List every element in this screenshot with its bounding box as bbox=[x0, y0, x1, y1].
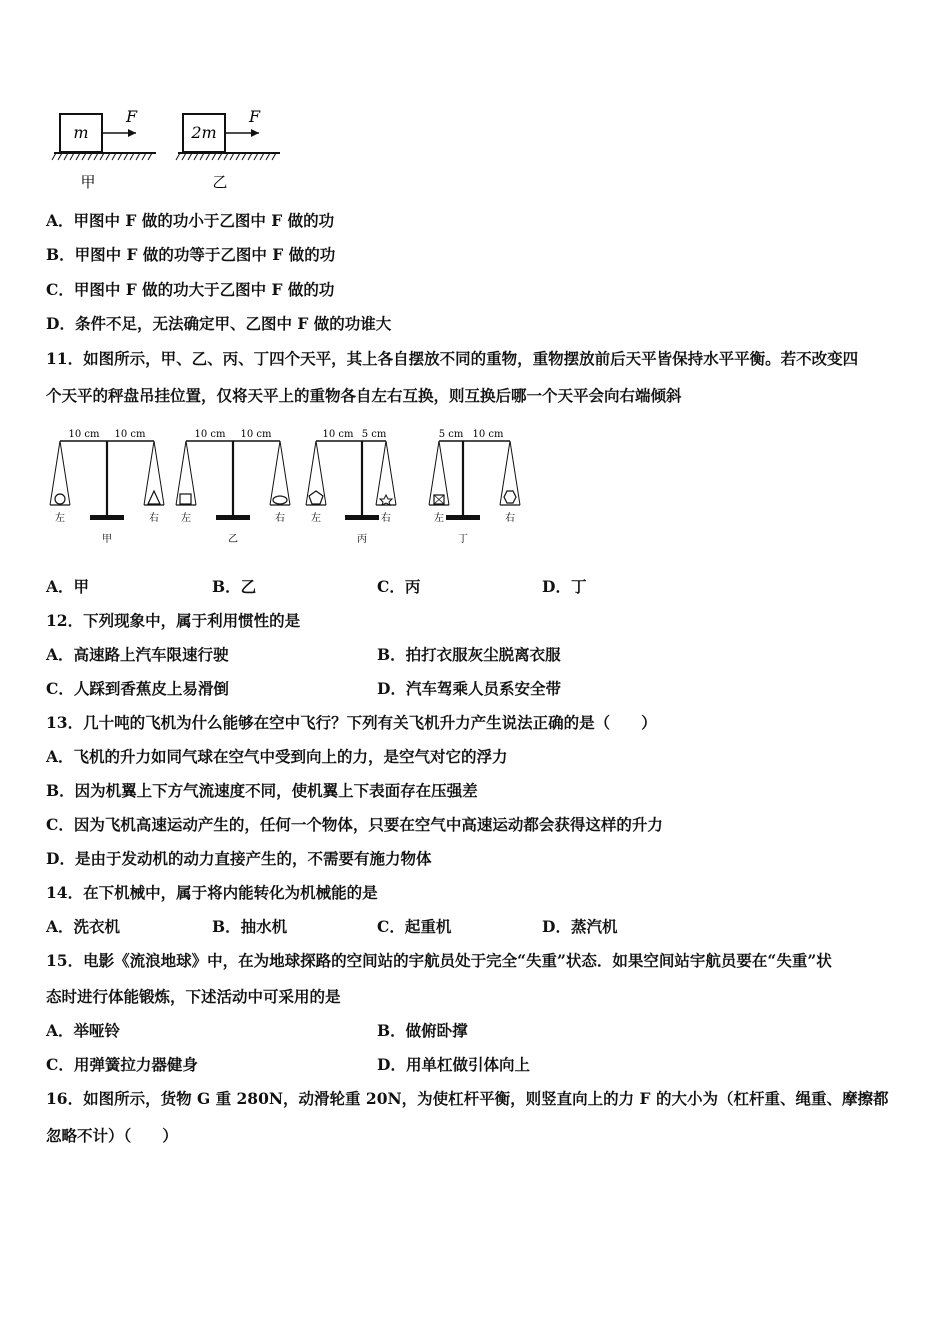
balance-jia bbox=[50, 429, 164, 545]
balance-yi-left-arm: 10 cm bbox=[194, 429, 226, 440]
q15-option-c: C．用弹簧拉力器健身 bbox=[46, 1055, 198, 1074]
balance-jia-right-label: 右 bbox=[149, 513, 159, 524]
balance-jia-right-arm: 10 cm bbox=[114, 429, 146, 440]
fig-label-jia: 甲 bbox=[80, 173, 96, 191]
q16-stem-2: 忽略不计）（ ） bbox=[46, 1126, 178, 1145]
q10-option-a: A．甲图中 F 做的功小于乙图中 F 做的功 bbox=[46, 211, 335, 230]
q13-option-d: D．是由于发动机的动力直接产生的，不需要有施力物体 bbox=[46, 849, 432, 868]
q13-option-b: B．因为机翼上下方气流速度不同，使机翼上下表面存在压强差 bbox=[46, 781, 478, 800]
q11-option-c: C．丙 bbox=[377, 577, 421, 596]
q12-option-c: C．人踩到香蕉皮上易滑倒 bbox=[46, 679, 229, 698]
balance-jia-left-arm: 10 cm bbox=[68, 429, 100, 440]
q14-option-d: D．蒸汽机 bbox=[542, 917, 618, 936]
q15-option-b: B．做俯卧撑 bbox=[377, 1021, 468, 1040]
q13-option-a: A．飞机的升力如同气球在空气中受到向上的力，是空气对它的浮力 bbox=[46, 747, 508, 766]
q14-stem: 14．在下机械中，属于将内能转化为机械能的是 bbox=[46, 883, 378, 902]
balance-bing-left-label: 左 bbox=[311, 513, 321, 524]
balance-jia-left-label: 左 bbox=[55, 513, 65, 524]
balance-ding-name: 丁 bbox=[458, 534, 468, 545]
balance-bing-right-arm: 5 cm bbox=[361, 429, 387, 440]
q16-stem-1: 16．如图所示，货物 G 重 280N，动滑轮重 20N，为使杠杆平衡，则竖直向上的力 F 的大小为（杠杆重、绳重、摩擦都 bbox=[46, 1089, 889, 1108]
balance-jia-name: 甲 bbox=[102, 534, 112, 545]
q11-option-b: B．乙 bbox=[212, 577, 257, 596]
q13-stem: 13．几十吨的飞机为什么能够在空中飞行？下列有关飞机升力产生说法正确的是（ ） bbox=[46, 713, 657, 732]
block-2m-label: 2m bbox=[191, 123, 217, 142]
balance-yi-left-label: 左 bbox=[181, 513, 191, 524]
balance-ding-left-label: 左 bbox=[434, 513, 444, 524]
q10-figure bbox=[50, 105, 290, 195]
balance-bing-right-label: 右 bbox=[381, 513, 391, 524]
balance-yi bbox=[176, 429, 290, 545]
balance-ding-left-arm: 5 cm bbox=[438, 429, 464, 440]
balance-bing bbox=[306, 429, 396, 545]
q15-stem-2: 态时进行体能锻炼，下述活动中可采用的是 bbox=[46, 987, 341, 1006]
q11-stem-2: 个天平的秤盘吊挂位置，仅将天平上的重物各自左右互换，则互换后哪一个天平会向右端倾斜 bbox=[46, 386, 682, 405]
q15-option-a: A．举哑铃 bbox=[46, 1021, 121, 1040]
q11-option-d: D．丁 bbox=[542, 577, 587, 596]
balance-bing-name: 丙 bbox=[357, 534, 367, 545]
q10-option-d: D．条件不足，无法确定甲、乙图中 F 做的功谁大 bbox=[46, 314, 392, 333]
q14-option-a: A．洗衣机 bbox=[46, 917, 121, 936]
q11-balances-figure bbox=[44, 425, 544, 550]
q15-stem-1: 15．电影《流浪地球》中，在为地球探路的空间站的宇航员处于完全“失重”状态．如果空间站宇航员要在“失重”状 bbox=[46, 951, 832, 970]
q12-option-a: A．高速路上汽车限速行驶 bbox=[46, 645, 229, 664]
q11-stem-1: 11．如图所示，甲、乙、丙、丁四个天平，其上各自摆放不同的重物，重物摆放前后天平皆保持水平平衡。若不改变四 bbox=[46, 349, 859, 368]
fig-label-yi: 乙 bbox=[212, 173, 228, 191]
q12-stem: 12．下列现象中，属于利用惯性的是 bbox=[46, 611, 301, 630]
balance-ding bbox=[429, 429, 520, 545]
q11-option-a: A．甲 bbox=[46, 577, 90, 596]
force-label-2: F bbox=[249, 107, 261, 126]
q10-option-b: B．甲图中 F 做的功等于乙图中 F 做的功 bbox=[46, 245, 336, 264]
balance-bing-left-arm: 10 cm bbox=[322, 429, 354, 440]
q10-option-c: C．甲图中 F 做的功大于乙图中 F 做的功 bbox=[46, 280, 335, 299]
balance-ding-right-arm: 10 cm bbox=[472, 429, 504, 440]
q12-option-b: B．拍打衣服灰尘脱离衣服 bbox=[377, 645, 561, 664]
q14-option-b: B．抽水机 bbox=[212, 917, 288, 936]
balance-ding-right-label: 右 bbox=[505, 513, 515, 524]
balance-yi-right-arm: 10 cm bbox=[240, 429, 272, 440]
q15-option-d: D．用单杠做引体向上 bbox=[377, 1055, 530, 1074]
block-m-label: m bbox=[73, 123, 89, 142]
balance-yi-right-label: 右 bbox=[275, 513, 285, 524]
balance-yi-name: 乙 bbox=[228, 534, 238, 545]
force-label-1: F bbox=[126, 107, 138, 126]
q13-option-c: C．因为飞机高速运动产生的，任何一个物体，只要在空气中高速运动都会获得这样的升力 bbox=[46, 815, 663, 834]
q12-option-d: D．汽车驾乘人员系安全带 bbox=[377, 679, 561, 698]
q14-option-c: C．起重机 bbox=[377, 917, 452, 936]
